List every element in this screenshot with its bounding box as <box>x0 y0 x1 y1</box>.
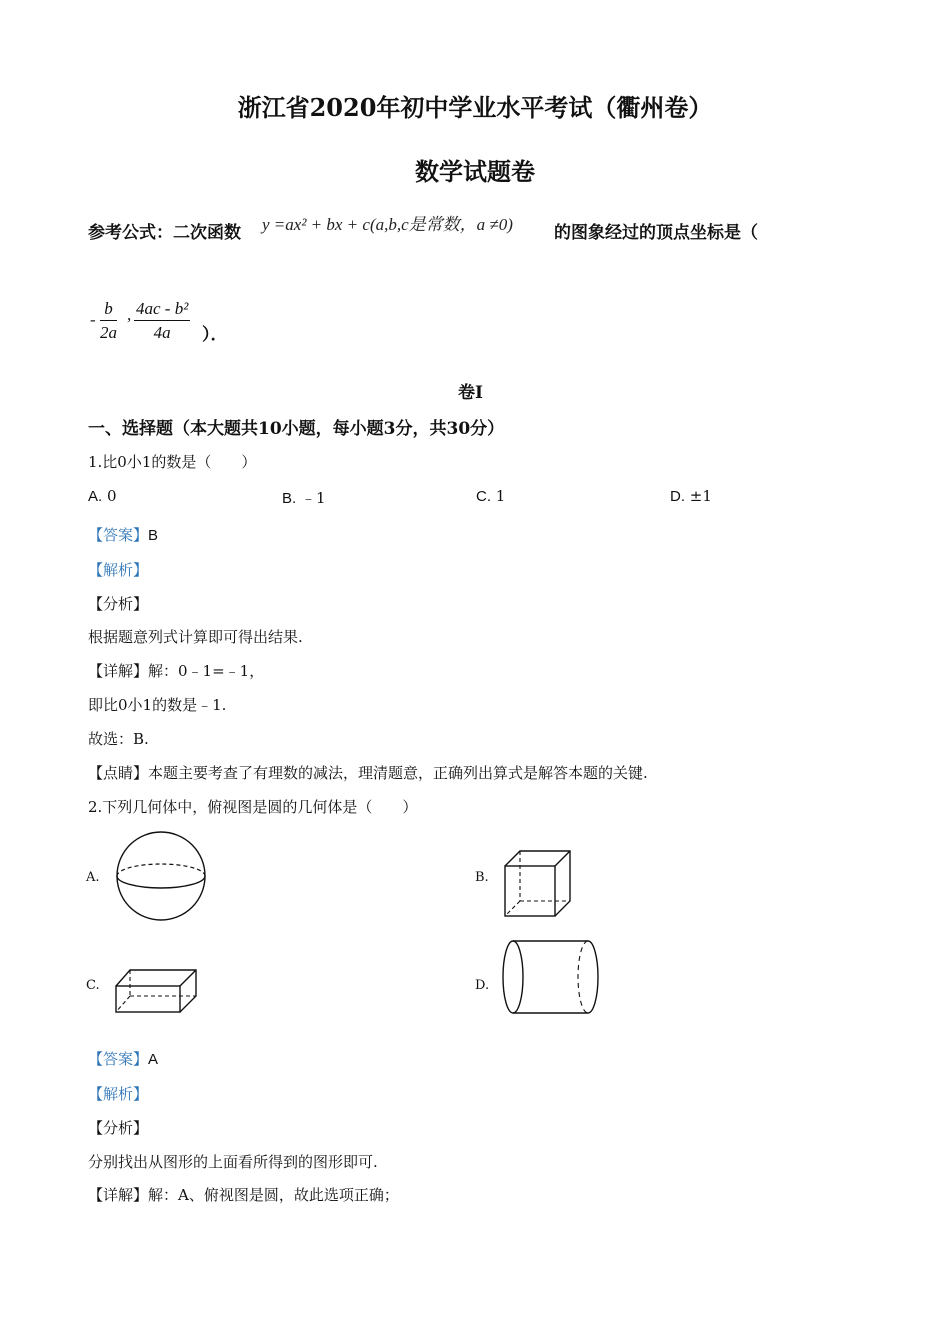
q1-option-d <box>670 487 712 505</box>
vertex-frac-1-num: b <box>100 298 117 321</box>
q2-detail <box>88 1184 399 1205</box>
q1-fenxi-text: 根据题意列式计算即可得出结果. <box>88 628 303 646</box>
volume-label: 卷I <box>458 383 483 403</box>
q2-analysis-label: 【解析】 <box>88 1085 149 1103</box>
vertex-comma: , <box>127 305 132 324</box>
formula-lead: 参考公式：二次函数 <box>88 223 241 243</box>
sphere-figure <box>114 830 210 922</box>
exam-title: 浙江省2020年初中学业水平考试（衢州卷） <box>237 93 713 122</box>
cylinder-figure <box>500 938 604 1018</box>
q1-analysis-label: 【解析】 <box>88 561 149 579</box>
vertex-close: ）． <box>202 325 228 345</box>
q2-detail-text: 解：A、俯视图是圆，故此选项正确； <box>148 1186 399 1204</box>
q1-comment-label: 【点睛】 <box>88 764 149 782</box>
quadratic-formula: y =ax² + bx + c(a,b,c是常数，a ≠0) <box>262 215 513 234</box>
vertex-frac-2-num: 4ac - b² <box>134 298 190 321</box>
q1-option-c-text: 1 <box>495 487 506 505</box>
q1-detail-label: 【详解】 <box>88 662 149 680</box>
q1-stem: 1.比0小1的数是（ ） <box>88 453 257 471</box>
q1-answer-label: 【答案】 <box>88 526 149 544</box>
q1-option-a-letter: A. <box>88 488 103 505</box>
q1-option-a <box>88 487 117 505</box>
section-title: 一、选择题（本大题共10小题，每小题3分，共30分） <box>88 419 505 439</box>
q1-comment <box>88 762 648 783</box>
vertex-frac-2-den: 4a <box>153 323 171 342</box>
q1-option-b <box>282 487 326 508</box>
q2-option-d-label: D. <box>475 978 490 993</box>
q2-option-b-label: B. <box>475 870 489 885</box>
q2-detail-label: 【详解】 <box>88 1186 149 1204</box>
q1-option-c-letter: C. <box>476 488 491 505</box>
vertex-frac-1-den: 2a <box>100 323 117 342</box>
q1-option-d-letter: D. <box>670 488 685 505</box>
q2-answer-label: 【答案】 <box>88 1050 149 1068</box>
q1-option-b-text: ﹣1 <box>300 489 326 507</box>
q2-stem: 2.下列几何体中，俯视图是圆的几何体是（ ） <box>88 798 418 816</box>
q2-fenxi-label: 【分析】 <box>88 1119 149 1137</box>
exam-subtitle: 数学试题卷 <box>415 157 535 186</box>
q1-detail-line2: 即比0小1的数是﹣1. <box>88 696 227 714</box>
q1-choose: 故选：B. <box>88 730 149 748</box>
q1-detail-text: 解：0﹣1=﹣1， <box>148 662 265 680</box>
q1-option-c <box>476 487 505 505</box>
q2-answer <box>88 1048 158 1069</box>
vertex-frac-1 <box>100 298 117 345</box>
q1-option-a-text: 0 <box>106 487 117 505</box>
box-figure <box>112 964 202 1016</box>
q1-option-b-letter: B. <box>282 490 297 507</box>
q1-detail <box>88 660 264 681</box>
cube-figure <box>500 846 576 920</box>
q2-option-c-label: C. <box>86 978 100 993</box>
q1-option-d-text: ±1 <box>689 487 712 505</box>
q1-fenxi-label: 【分析】 <box>88 595 149 613</box>
q2-answer-value: A <box>148 1051 159 1068</box>
formula-tail: 的图象经过的顶点坐标是（ <box>554 223 758 243</box>
q1-comment-text: 本题主要考查了有理数的减法，理清题意，正确列出算式是解答本题的关键. <box>148 764 648 782</box>
q1-answer <box>88 524 158 545</box>
q2-fenxi-text: 分别找出从图形的上面看所得到的图形即可. <box>88 1153 378 1171</box>
vertex-minus: - <box>90 310 96 329</box>
vertex-frac-2 <box>134 298 190 345</box>
q1-answer-value: B <box>148 527 159 544</box>
q2-option-a-label: A. <box>86 870 100 885</box>
